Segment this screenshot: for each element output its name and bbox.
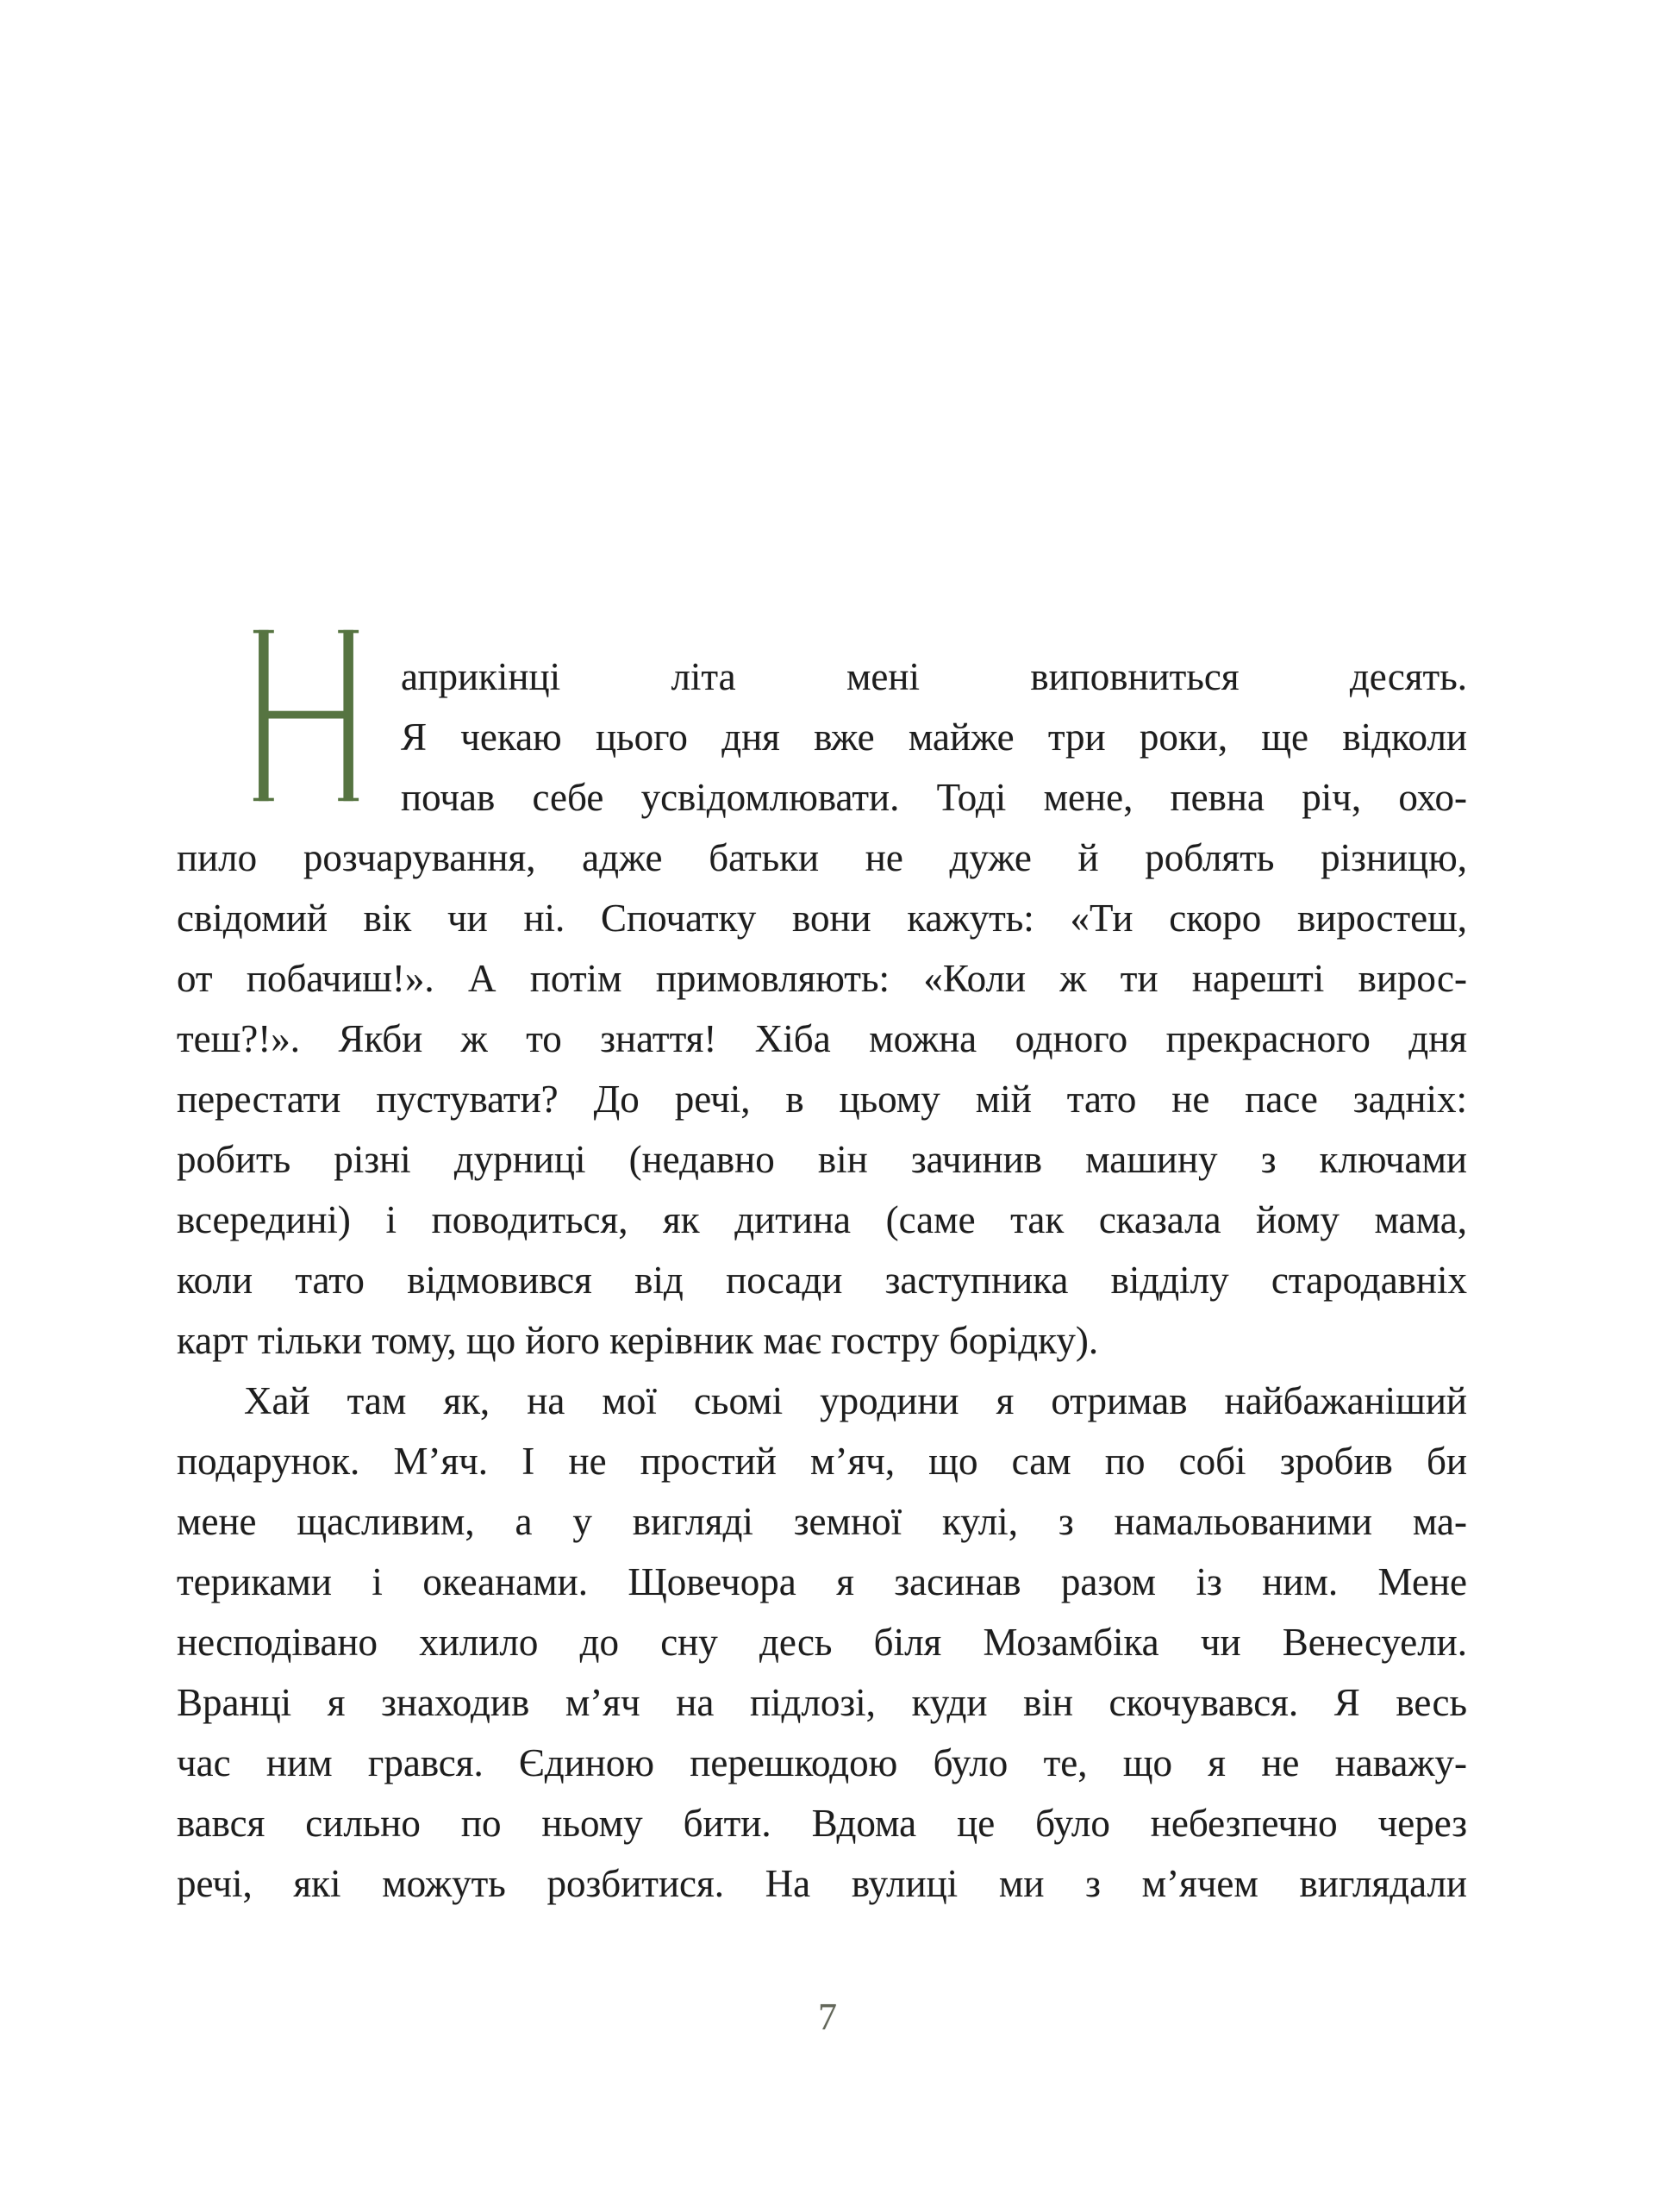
drop-cap-glyph [253, 619, 359, 812]
drop-cap [253, 619, 359, 812]
text-line: подарунок. М’яч. І не простий м’яч, що сам по собі зробив би [177, 1440, 1467, 1483]
body-text [177, 647, 1467, 1914]
text-line: робить різні дурниці (недавно він зачинив машину з ключами [177, 1138, 1467, 1181]
text-line: речі, які можуть розбитися. На вулиці ми з м’ячем виглядали [177, 1862, 1467, 1905]
text-line: коли тато відмовився від посади заступника відділу стародавніх [177, 1259, 1467, 1302]
text-line: карт тільки тому, що його керівник має гостру борідку). [177, 1319, 1099, 1362]
text-line: перестати пустувати? До речі, в цьому мій тато не пасе задніх: [177, 1078, 1467, 1121]
text-line: Я чекаю цього дня вже майже три роки, ще відколи [401, 715, 1467, 759]
text-line: мене щасливим, а у вигляді земної кулі, з намальованими ма- [177, 1500, 1467, 1543]
text-line: априкінці літа мені виповниться десять. [401, 655, 1467, 698]
text-line: несподівано хилило до сну десь біля Мозамбіка чи Венесуели. [177, 1621, 1467, 1664]
text-line: час ним грався. Єдиною перешкодою було те, що я не наважу- [177, 1741, 1467, 1784]
text-line: почав себе усвідомлювати. Тоді мене, певна річ, охо- [401, 776, 1467, 819]
page-number: 7 [818, 1996, 837, 2038]
text-line: териками і океанами. Щовечора я засинав разом із ним. Мене [177, 1560, 1467, 1603]
text-line: Вранці я знаходив м’яч на підлозі, куди він скочувався. Я весь [177, 1681, 1467, 1724]
text-line: всередині) і поводиться, як дитина (саме так сказала йому мама, [177, 1198, 1467, 1241]
text-line: пило розчарування, адже батьки не дуже й роблять різницю, [177, 836, 1467, 879]
text-line: теш?!». Якби ж то знаття! Хіба можна одного прекрасного дня [177, 1017, 1467, 1060]
text-line: Хай там як, на мої сьомі уродини я отримав найбажаніший [244, 1379, 1467, 1422]
text-line: свідомий вік чи ні. Спочатку вони кажуть: «Ти скоро виростеш, [177, 897, 1467, 940]
text-line: от побачиш!». А потім примовляють: «Коли ж ти нарешті вирос- [177, 957, 1467, 1000]
text-line: вався сильно по ньому бити. Вдома це було небезпечно через [177, 1802, 1467, 1845]
